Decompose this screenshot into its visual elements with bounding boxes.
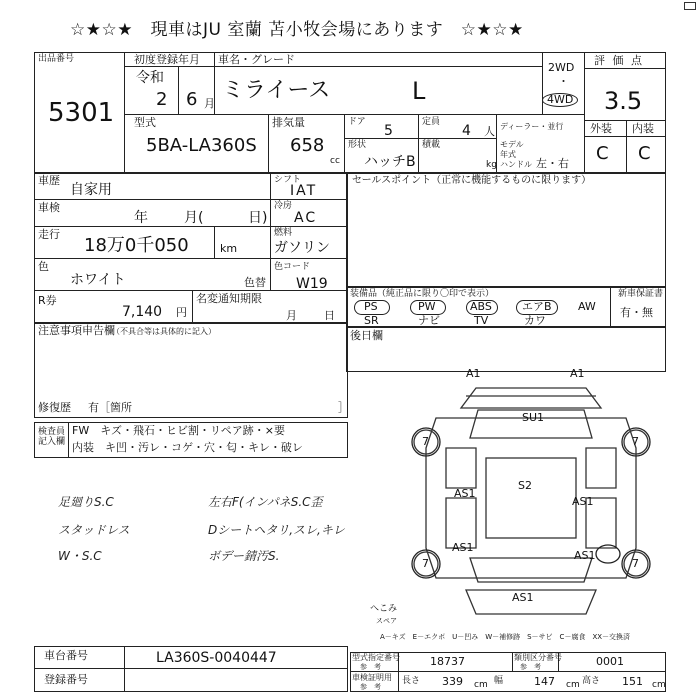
equip-bottom-0: SR: [364, 314, 379, 327]
mileage-value: 18万0千050: [84, 235, 189, 256]
type-designation-value: 18737: [430, 655, 465, 668]
displacement-unit: cc: [330, 156, 340, 166]
width-unit: cm: [566, 680, 580, 690]
corner-mark: [684, 2, 696, 10]
exterior-label: 外装: [590, 122, 612, 135]
dealer-label: ディーラー・並行: [500, 122, 564, 131]
drive-2wd: 2WD: [548, 61, 575, 74]
equip-top-1: PW: [418, 300, 436, 313]
mark-as1-left-upper: AS1: [454, 487, 476, 500]
class-number-sub: 参 考: [520, 663, 541, 671]
name-change-label: 名変通知期限: [196, 292, 262, 305]
drive-dot: ・: [558, 75, 569, 88]
fuel-label: 燃料: [274, 228, 293, 238]
mark-as1-left-lower: AS1: [452, 541, 474, 554]
aircon-label: 冷房: [274, 201, 293, 211]
type-designation-sub: 参 考: [360, 663, 381, 671]
chassis-value: LA360S-0040447: [156, 650, 277, 666]
inspection-month: 月(: [184, 210, 204, 226]
recycle-unit: 円: [176, 306, 187, 319]
banner-text: ☆★☆★ 現車はJU 室蘭 苫小牧会場にあります ☆★☆★: [70, 20, 524, 40]
mark-as1-rear: AS1: [512, 591, 534, 604]
sales-point-box: [346, 172, 666, 288]
equip-top-3: エアB: [522, 300, 552, 313]
fuel-value: ガソリン: [274, 240, 330, 256]
doors-value: 5: [384, 123, 393, 139]
car-diagram: [396, 368, 666, 618]
color-change-label: 色替: [244, 276, 266, 289]
mark-a1-left: A1: [466, 367, 481, 380]
mark-spare: スペア: [376, 617, 397, 625]
model-code: 5BA-LA360S: [146, 135, 257, 156]
equip-bottom-2: TV: [474, 314, 489, 327]
inspection-label: 車検: [38, 201, 60, 214]
note-right-2: ボデー錆汚S.: [208, 549, 280, 563]
lot-label: 出品番号: [38, 54, 75, 64]
history-value: 自家用: [70, 182, 112, 198]
length-unit: cm: [474, 680, 488, 690]
class-number-value: 0001: [596, 655, 624, 668]
name-change-day: 日: [324, 309, 335, 322]
mileage-label: 走行: [38, 228, 60, 241]
capacity-value: 4: [462, 123, 471, 139]
color-value: ホワイト: [70, 272, 126, 288]
mark-as1-right-lower: AS1: [574, 549, 596, 562]
vehicle-cert-sub: 参 考: [360, 683, 381, 691]
inspector-row1: FW キズ・飛石・ヒビ割・リペア跡・×要: [72, 424, 285, 437]
remarks-label: 注意事項申告欄: [38, 324, 115, 337]
rating-label: 評 価 点: [594, 54, 644, 67]
recycle-label: R券: [38, 294, 57, 307]
displacement-value: 658: [290, 135, 325, 156]
note-left-0: 足廻りS.C: [58, 495, 114, 509]
repair-close: ］: [338, 401, 349, 414]
equip-bottom-1: ナビ: [418, 314, 440, 327]
exterior-grade: C: [596, 143, 609, 164]
capacity-unit: 人: [484, 125, 495, 138]
first-reg-year: 2: [156, 89, 168, 110]
shape-label: 形状: [348, 140, 367, 150]
repair-value: 有［箇所: [88, 401, 132, 414]
note-right-1: Dシートヘタリ,スレ,キレ: [208, 523, 345, 537]
displacement-label: 排気量: [272, 116, 305, 129]
remarks-sub: （不具合等は具体的に記入）: [112, 327, 216, 336]
mark-seven-2: 7: [632, 435, 639, 448]
new-car-warranty-label: 新車保証書: [618, 289, 664, 299]
model-grade: L: [412, 77, 426, 105]
registration-label: 登録番号: [44, 673, 88, 686]
class-number-label: 類別区分番号: [514, 653, 562, 662]
later-box: [346, 326, 666, 372]
note-left-2: W・S.C: [58, 549, 102, 563]
doors-label: ドア: [348, 117, 366, 127]
equip-top-4: AW: [578, 300, 596, 313]
interior-grade: C: [638, 143, 651, 164]
height-value: 151: [622, 675, 643, 688]
height-label: 高さ: [582, 676, 601, 686]
first-reg-era: 令和: [136, 70, 164, 86]
equip-top-0: PS: [364, 300, 378, 313]
later-label: 後日欄: [350, 329, 383, 342]
type-designation-label: 型式指定番号: [352, 653, 400, 662]
handle-value: 左・右: [536, 157, 569, 170]
mark-su1: SU1: [522, 411, 545, 424]
kg-unit: kg: [486, 160, 497, 170]
mark-s2: S2: [518, 479, 532, 492]
mark-seven-1: 7: [422, 435, 429, 448]
mark-as1-right-upper: AS1: [572, 495, 594, 508]
inspection-day: 日): [248, 210, 268, 226]
lot-number: 5301: [48, 98, 115, 128]
rating-value: 3.5: [604, 87, 643, 115]
length-value: 339: [442, 675, 463, 688]
history-label: 車歴: [38, 174, 60, 187]
sales-point-label: セールスポイント（正常に機能するものに限ります）: [352, 175, 592, 186]
equip-bottom-3: カワ: [524, 314, 546, 327]
shape-value: ハッチB: [364, 154, 416, 170]
mark-dent: へこみ: [370, 604, 398, 614]
model-name: ミライース: [222, 78, 331, 103]
new-car-warranty-value: 有・無: [620, 306, 653, 319]
inspector-row2: 内装 キ凹・汚レ・コゲ・穴・匂・キレ・破レ: [72, 441, 303, 454]
equipment-label: 装備品（純正品に限り〇印で表示）: [350, 289, 495, 299]
height-unit: cm: [652, 680, 666, 690]
vehicle-cert-label: 車検証明用: [352, 673, 392, 682]
first-reg-month: 6: [186, 89, 198, 110]
aircon-value: AC: [294, 210, 318, 226]
width-value: 147: [534, 675, 555, 688]
color-code: W19: [296, 276, 328, 292]
model-code-label: 型式: [134, 116, 156, 129]
mileage-unit: km: [220, 242, 238, 255]
mark-seven-3: 7: [422, 557, 429, 570]
note-left-1: スタッドレス: [58, 523, 130, 537]
chassis-label: 車台番号: [44, 649, 88, 662]
load-label: 積載: [422, 140, 441, 150]
repair-label: 修復歴: [38, 401, 71, 414]
legend: A－キズ E－エクボ U－凹み W－補修跡 S－サビ C－腐食 XX－交換済: [380, 633, 631, 641]
handle-label: ハンドル: [500, 160, 532, 169]
inspection-year: 年: [134, 210, 148, 226]
color-code-label: 色コード: [274, 262, 311, 272]
shift-value: IAT: [290, 183, 318, 199]
drive-4wd: 4WD: [542, 93, 578, 107]
name-change-month: 月: [286, 309, 297, 322]
recycle-value: 7,140: [122, 304, 163, 320]
model-year-label: モデル年式: [500, 140, 524, 159]
interior-label: 内装: [632, 122, 654, 135]
width-label: 幅: [494, 676, 504, 686]
mark-seven-4: 7: [632, 557, 639, 570]
model-name-label: 車名・グレード: [218, 53, 295, 66]
equip-top-2: ABS: [470, 300, 492, 313]
mark-a1-right: A1: [570, 367, 585, 380]
color-label: 色: [38, 260, 49, 273]
first-reg-month-suffix: 月: [204, 97, 215, 110]
shift-label: シフト: [274, 175, 302, 185]
length-label: 長さ: [402, 676, 421, 686]
note-right-0: 左右F(インパネS.C歪: [208, 495, 323, 509]
inspector-label: 検査員 記入欄: [38, 427, 66, 447]
capacity-label: 定員: [422, 117, 441, 127]
first-reg-label: 初度登録年月: [134, 53, 200, 66]
